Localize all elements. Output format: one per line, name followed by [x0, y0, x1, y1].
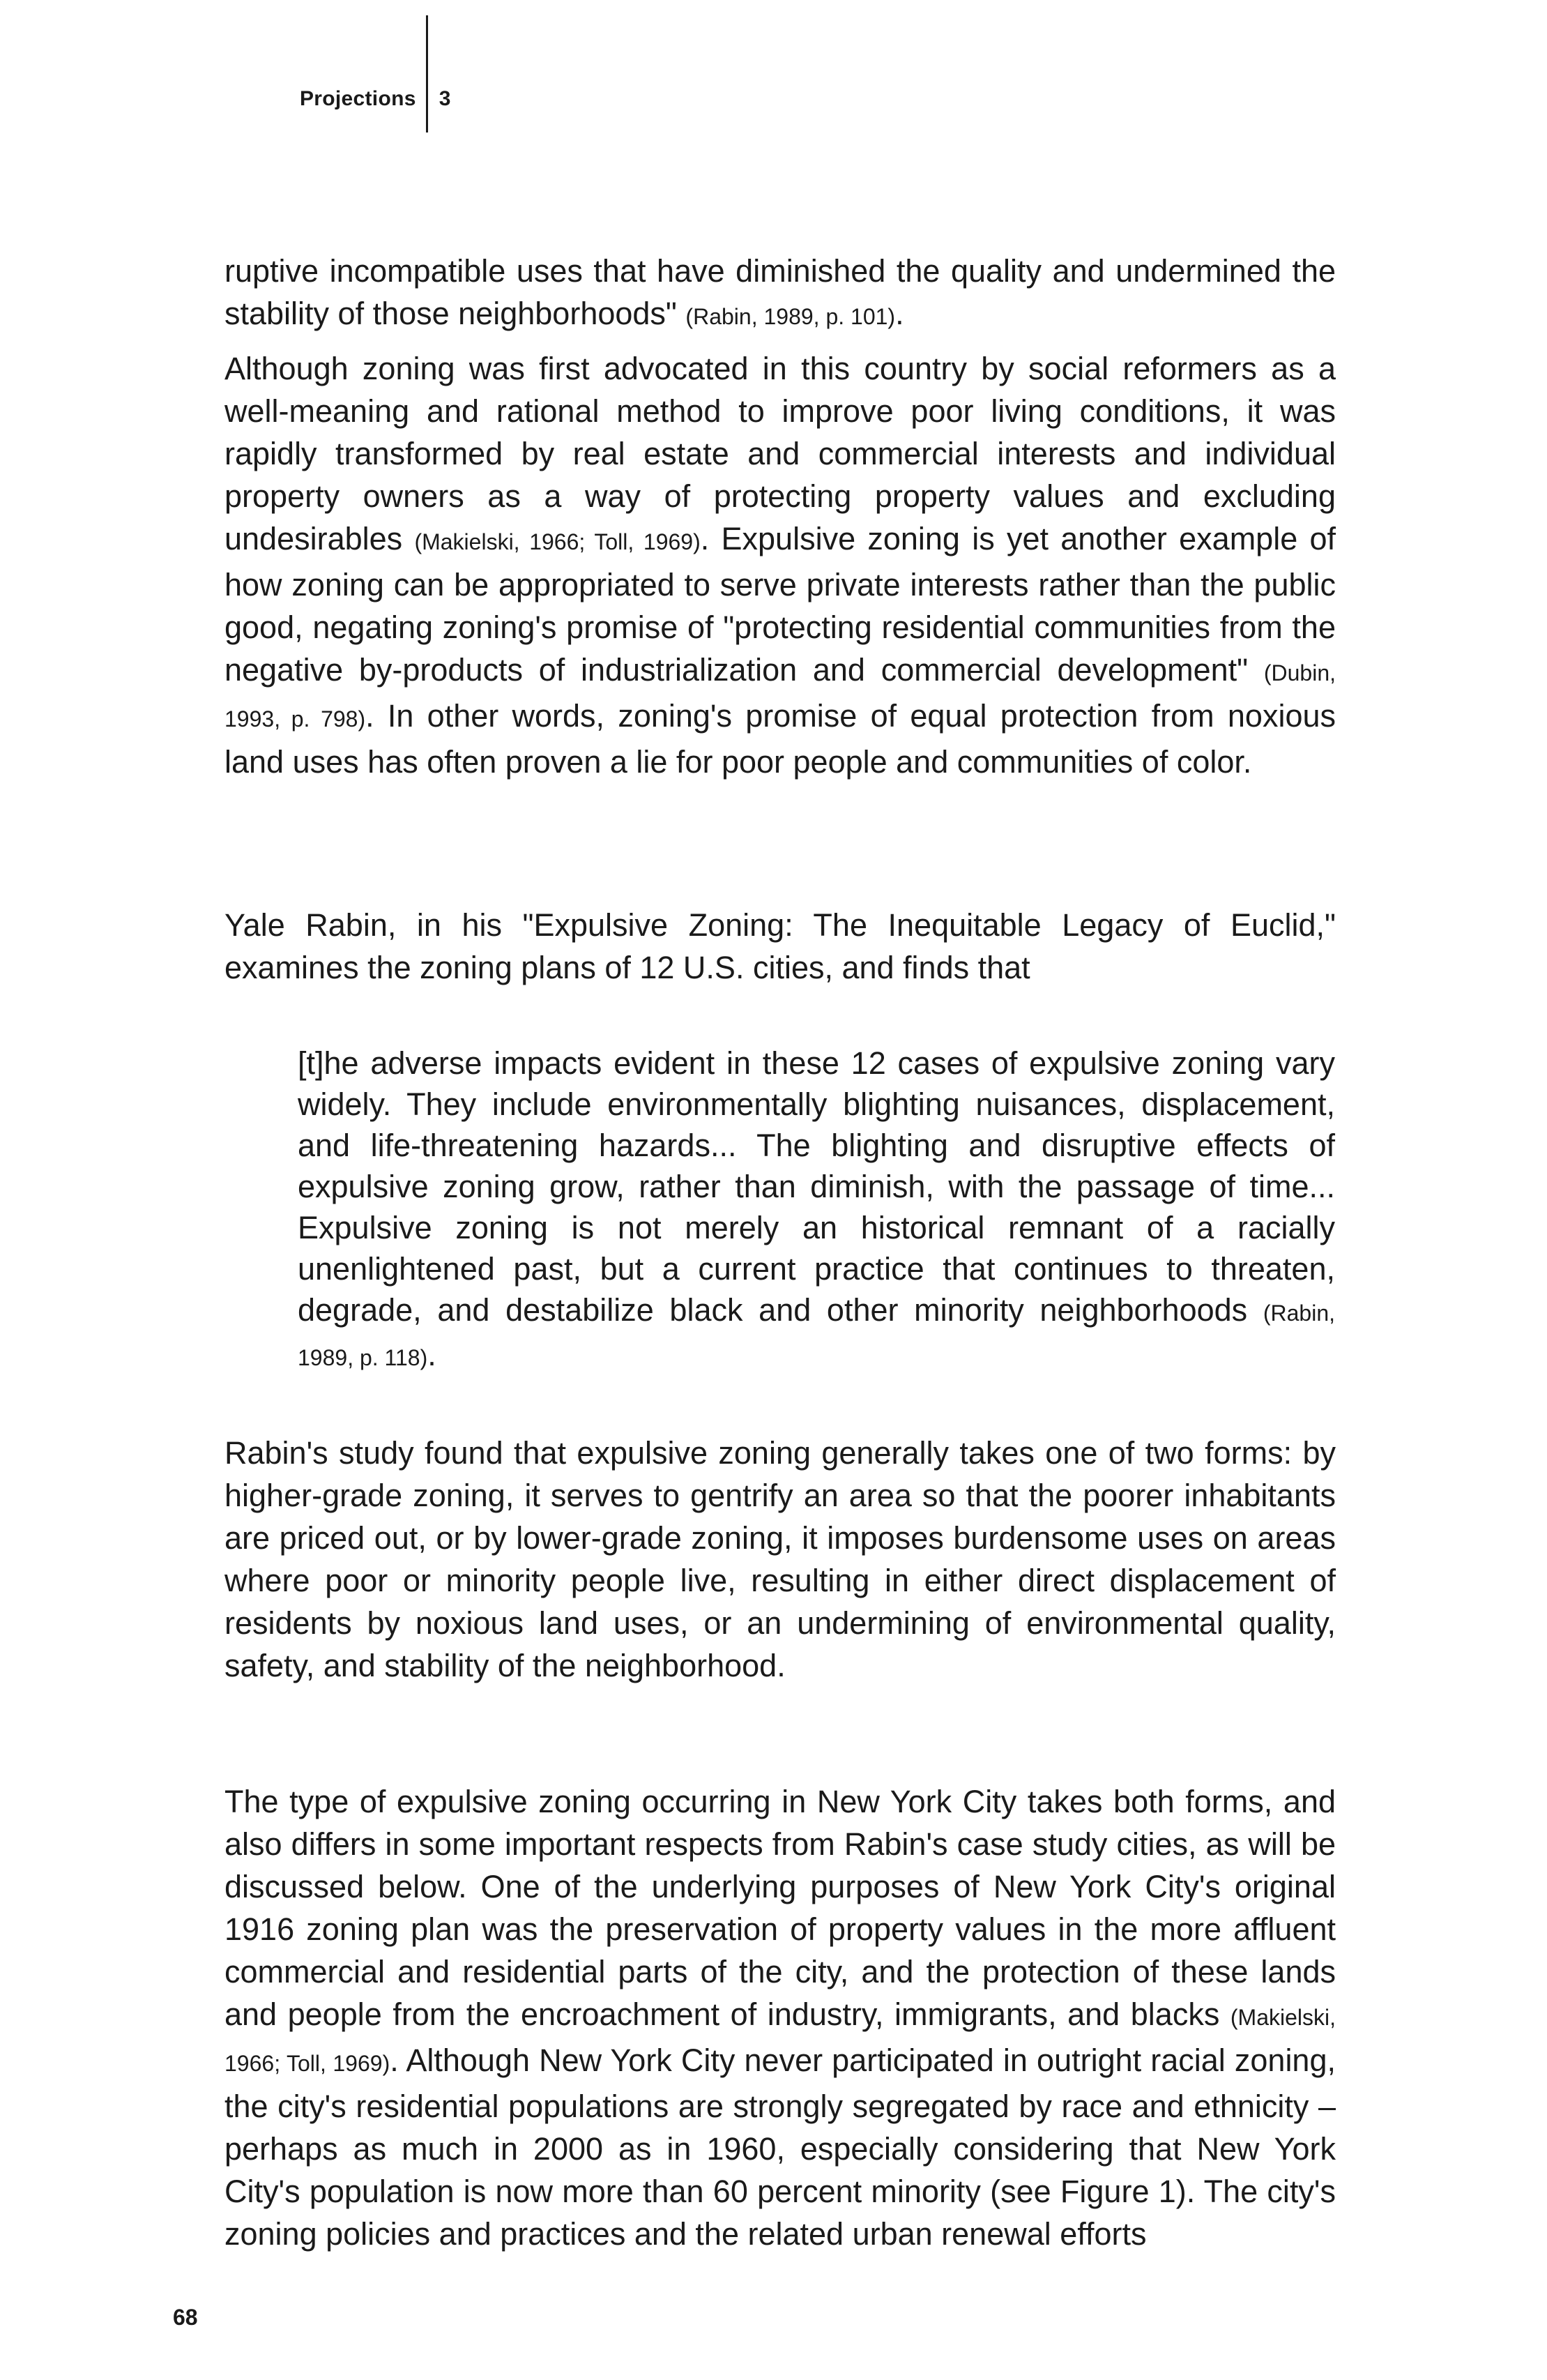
citation: (Makielski, 1966; Toll, 1969) [414, 529, 701, 554]
paragraph-3 [224, 904, 1336, 989]
citation: (Makielski, 1966; Toll, 1969) [224, 2005, 1336, 2076]
paragraph-2 [224, 347, 1336, 783]
paragraph-1-text: ruptive incompatible uses that have diminished the quality and undermined the stability of those neighborhoods" [224, 253, 1336, 331]
paragraph-2-text-c: . In other words, zoning's promise of equal protection from noxious land uses has often proven a lie for poor people and communities of color. [224, 698, 1336, 780]
paragraph-4 [224, 1432, 1336, 1687]
running-head-section-title: Projections [300, 87, 416, 110]
block-quote [298, 1043, 1335, 1379]
running-head-chapter-number: 3 [439, 87, 451, 110]
block-quote-text: [t]he adverse impacts evident in these 12 cases of expulsive zoning vary widely. They include environmentally blighting nuisances, displacement, and life-threatening hazards... The blighting and disruptive effects of expulsive zoning grow, rather than diminish, with the passage of time... Expulsive zoning is not merely an historical remnant of a racially unenlightened past, but a current practice that continues to threaten, degrade, and destabilize black and other minority neighborhoods [298, 1045, 1335, 1328]
citation: (Dubin, 1993, p. 798) [224, 660, 1336, 732]
paragraph-2-text-a: Although zoning was first advocated in this country by social reformers as a well-meaning and rational method to improve poor living conditions, it was rapidly transformed by real estate and commercial interests and individual property owners as a way of protecting property values and excluding undesirables [224, 351, 1336, 556]
running-head [300, 78, 450, 120]
paragraph-5-text-b: . Although New York City never participated in outright racial zoning, the city's residential populations are strongly segregated by race and ethnicity – perhaps as much in 2000 as in 1960, especially considering that New York City's population is now more than 60 percent minority (see Figure 1). The city's zoning policies and practices and the related urban renewal efforts [224, 2042, 1336, 2252]
citation: (Rabin, 1989, p. 118) [298, 1301, 1335, 1370]
paragraph-1 [224, 250, 1336, 338]
citation: (Rabin, 1989, p. 101) [685, 304, 896, 329]
paragraph-5-text-a: The type of expulsive zoning occurring in New York City takes both forms, and also differs in some important respects from Rabin's case study cities, as will be discussed below. One of the underlying purposes of New York City's original 1916 zoning plan was the preservation of property values in the more affluent commercial and residential parts of the city, and the protection of these lands and people from the encroachment of industry, immigrants, and blacks [224, 1784, 1336, 2032]
running-head-divider [426, 15, 428, 132]
paragraph-5 [224, 1780, 1336, 2255]
paragraph-3-text: Yale Rabin, in his "Expulsive Zoning: The Inequitable Legacy of Euclid," examines the zoning plans of 12 U.S. cities, and finds that [224, 907, 1336, 985]
page-number: 68 [173, 2305, 198, 2330]
block-quote-tail: . [427, 1337, 436, 1372]
paragraph-1-tail: . [895, 296, 904, 331]
paragraph-4-text: Rabin's study found that expulsive zoning generally takes one of two forms: by higher-grade zoning, it serves to gentrify an area so that the poorer inhabitants are priced out, or by lower-grade zoning, it imposes burdensome uses on areas where poor or minority people live, resulting in either direct displacement of residents by noxious land uses, or an undermining of environmental quality, safety, and stability of the neighborhood. [224, 1435, 1336, 1683]
paragraph-2-text-b: . Expulsive zoning is yet another example of how zoning can be appropriated to serve private interests rather than the public good, negating zoning's promise of "protecting residential communities from the negative by-products of industrialization and commercial development" [224, 521, 1336, 688]
